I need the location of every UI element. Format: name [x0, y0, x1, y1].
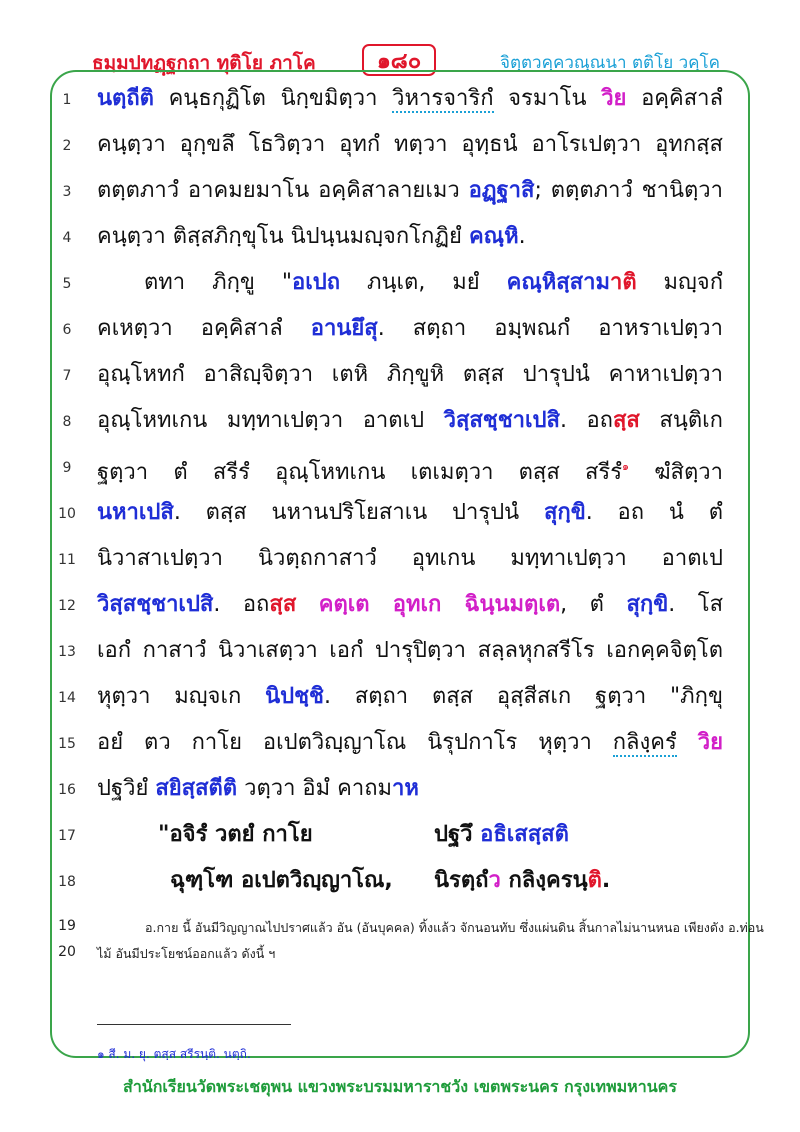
text-segment: หุตฺวา มญฺจเก: [97, 684, 266, 709]
line-text: [97, 174, 723, 208]
page-number: ๑๘๐: [362, 44, 436, 76]
line-text: [144, 266, 723, 300]
line-number: 11: [58, 552, 76, 568]
text-segment: . อถ นํ ตํ: [585, 500, 723, 525]
text-segment: นิวาสาเปตฺวา นิวตฺถกาสาวํ อุทเกน มทฺทาเปตฺวา อาตเป: [97, 546, 723, 571]
text-segment: . สตฺถา อมฺพณกํ อาหราเปตฺวา: [377, 316, 723, 341]
text-segment: กลิงฺครนฺ: [500, 868, 588, 893]
line-number: 17: [58, 828, 76, 844]
text-segment: คนฺตฺวา อุกฺขลึ โธวิตฺวา อุทกํ ทตฺวา อุทฺธนํ อาโรเปตฺวา อุทกสฺส: [97, 132, 723, 157]
translation-text: อ.กาย นี้ อันมีวิญญาณไปปราศแล้ว อัน (อันบุคคล) ทิ้งแล้ว จักนอนทับ ซึ่งแผ่นดิน สิ้นกาลไม่นานหนอ เพียงดัง อ.ท่อน: [145, 920, 764, 935]
text-segment: ตตฺตภาวํ อาคมยมาโน อคฺคิสาลายเมว: [97, 178, 469, 203]
text-line: [0, 262, 800, 308]
text-line: [0, 170, 800, 216]
line-number: 14: [58, 690, 76, 706]
text-segment: สุกฺขิ: [543, 500, 586, 525]
text-segment: . โส: [668, 592, 723, 617]
line-number: 12: [58, 598, 76, 614]
line-text: [97, 450, 723, 490]
text-segment: อยํ ตว กาโย อเปตวิญฺญาโณ นิรุปกาโร หุตฺวา: [97, 730, 613, 755]
text-segment: . สตฺถา ตสฺส อุสฺสีสเก ฐตฺวา "ภิกฺขุ: [323, 684, 723, 709]
text-segment: ฆํสิตฺวา: [629, 460, 723, 485]
text-segment: ปฐวึ: [434, 822, 481, 847]
text-segment: อธิเสสฺสติ: [480, 822, 569, 847]
text-line: [0, 124, 800, 170]
footnote: ๑ สี. ม. ยุ. ตสฺส สรีรนฺติ. นตฺถิ.: [97, 1047, 251, 1061]
line-number: 13: [58, 644, 76, 660]
line-text: [97, 496, 723, 530]
text-line: [0, 308, 800, 354]
text-line: [0, 630, 800, 676]
text-segment: อฏฺฐาสิ: [468, 178, 535, 203]
text-segment: เอกํ กาสาวํ นิวาเสตฺวา เอกํ ปารุปิตฺวา สลฺลหุกสรีโร เอกคฺคจิตฺโต: [97, 638, 723, 663]
text-segment: สยิสฺสตีติ: [155, 776, 238, 801]
line-number: 9: [62, 460, 72, 476]
line-number: 10: [58, 506, 76, 522]
line-text: [97, 82, 723, 116]
text-segment: สนฺติเก: [639, 408, 723, 433]
line-text: [97, 404, 723, 438]
line-number: 6: [62, 322, 72, 338]
line-number: 5: [62, 276, 72, 292]
line-text: [97, 772, 723, 806]
text-segment: อุณฺโหทกํ อาสิญฺจิตฺวา เตหิ ภิกฺขูหิ ตสฺส ปารุปนํ คาหาเปตฺวา: [97, 362, 723, 387]
text-line: [0, 446, 800, 492]
text-segment: วิสฺสชฺชาเปสิ: [443, 408, 560, 433]
text-segment: กลิงฺครํ: [612, 730, 677, 755]
text-segment: าติ: [609, 270, 637, 295]
text-segment: อุณฺโหทเกน มทฺทาเปตฺวา อาตเป: [97, 408, 444, 433]
text-segment: ว: [488, 868, 501, 893]
text-line: [0, 400, 800, 446]
line-text: [97, 726, 723, 760]
text-segment: . อถ: [213, 592, 270, 617]
text-segment: คตฺเต อุทเก ฉินฺนมตฺเต: [318, 592, 561, 617]
line-number: 2: [62, 138, 72, 154]
line-text: [97, 312, 723, 346]
text-segment: ปฐวิยํ: [97, 776, 156, 801]
text-segment: คเหตฺวา อคฺคิสาลํ: [97, 316, 311, 341]
text-segment: คณฺหิสฺสาม: [506, 270, 610, 295]
line-number: 19: [58, 918, 76, 934]
text-segment: . อถ: [559, 408, 613, 433]
chapter-title: จิตฺตวคฺควณฺณนา ตติโย วคฺโค: [500, 53, 720, 73]
text-segment: วิหารจาริกํ: [392, 86, 494, 111]
line-number: 16: [58, 782, 76, 798]
line-text: [97, 634, 723, 668]
text-segment: จรมาโน: [493, 86, 602, 111]
text-segment: อเปถ: [292, 270, 341, 295]
text-segment: สฺส: [613, 408, 640, 433]
line-text: [97, 542, 723, 576]
text-segment: ภนฺเต, มยํ: [340, 270, 507, 295]
text-line: [0, 768, 800, 814]
verse-left: ฉุฑฺโฑ อเปตวิญฺญาโณ,: [170, 868, 393, 893]
text-segment: นิปชฺชิ: [265, 684, 324, 709]
line-number: 8: [62, 414, 72, 430]
text-line: [0, 216, 800, 262]
text-segment: [296, 592, 319, 617]
line-text: [97, 358, 723, 392]
text-segment: มญฺจกํ: [636, 270, 724, 295]
line-number: 4: [62, 230, 72, 246]
text-segment: คนฺธกุฏิโต นิกฺขมิตฺวา: [153, 86, 393, 111]
text-segment: วิย: [601, 86, 627, 111]
line-text: [97, 220, 723, 254]
text-line: [0, 584, 800, 630]
text-segment: คนฺตฺวา ติสฺสภิกฺขุโน นิปนฺนมญฺจกโกฏิยํ: [97, 224, 469, 249]
line-text: [97, 588, 723, 622]
line-number: 1: [62, 92, 72, 108]
footnote-divider: [97, 1024, 291, 1025]
text-segment: ; ตตฺตภาวํ ชานิตฺวา: [534, 178, 723, 203]
text-segment: นิรตฺถํ: [434, 868, 489, 893]
text-segment: วิย: [697, 730, 723, 755]
text-line: [0, 78, 800, 124]
text-segment: นตฺถีติ: [97, 86, 154, 111]
line-text: [97, 128, 723, 162]
line-number: 20: [58, 944, 76, 960]
text-segment: .: [518, 224, 526, 249]
verse-line: [0, 814, 800, 860]
text-line: [0, 676, 800, 722]
line-number: 15: [58, 736, 76, 752]
book-title: ธมฺมปทฏฺฐกถา ทุติโย ภาโค: [92, 52, 316, 74]
text-body: [0, 78, 800, 906]
text-segment: สุกฺขิ: [626, 592, 669, 617]
line-number: 7: [62, 368, 72, 384]
text-segment: วตฺวา อิมํ คาถม: [237, 776, 393, 801]
text-segment: , ตํ: [560, 592, 627, 617]
text-segment: . ตสฺส นหานปริโยสาเน ปารุปนํ: [173, 500, 544, 525]
text-segment: สฺส: [269, 592, 297, 617]
text-segment: ติ: [587, 868, 602, 893]
text-segment: .: [601, 868, 611, 893]
text-segment: อานยึสุ: [310, 316, 378, 341]
verse-line: [0, 860, 800, 906]
page-footer: สำนักเรียนวัดพระเชตุพน แขวงพระบรมมหาราชวัง เขตพระนคร กรุงเทพมหานคร: [123, 1077, 677, 1096]
text-segment: นหาเปสิ: [97, 500, 174, 525]
verse-right: [434, 864, 610, 898]
text-line: [0, 722, 800, 768]
text-segment: วิสฺสชฺชาเปสิ: [97, 592, 214, 617]
translation-text: ไม้ อันมีประโยชน์ออกแล้ว ดังนี้ ฯ: [97, 946, 276, 961]
text-line: [0, 538, 800, 584]
text-segment: ๑: [622, 460, 630, 473]
text-segment: อคฺคิสาลํ: [626, 86, 723, 111]
verse-left: "อจิรํ วตยํ กาโย: [158, 822, 313, 847]
line-number: 3: [62, 184, 72, 200]
text-segment: าห: [392, 776, 419, 801]
text-segment: ตทา ภิกฺขู ": [144, 270, 293, 295]
text-line: [0, 354, 800, 400]
text-segment: คณฺหิ: [468, 224, 519, 249]
text-line: [0, 492, 800, 538]
line-number: 18: [58, 874, 76, 890]
text-segment: ฐตฺวา ตํ สรีรํ อุณฺโหทเกน เตเมตฺวา ตสฺส สรีรํ: [97, 460, 623, 485]
line-text: [97, 680, 723, 714]
verse-right: [434, 818, 569, 852]
text-segment: [677, 730, 698, 755]
